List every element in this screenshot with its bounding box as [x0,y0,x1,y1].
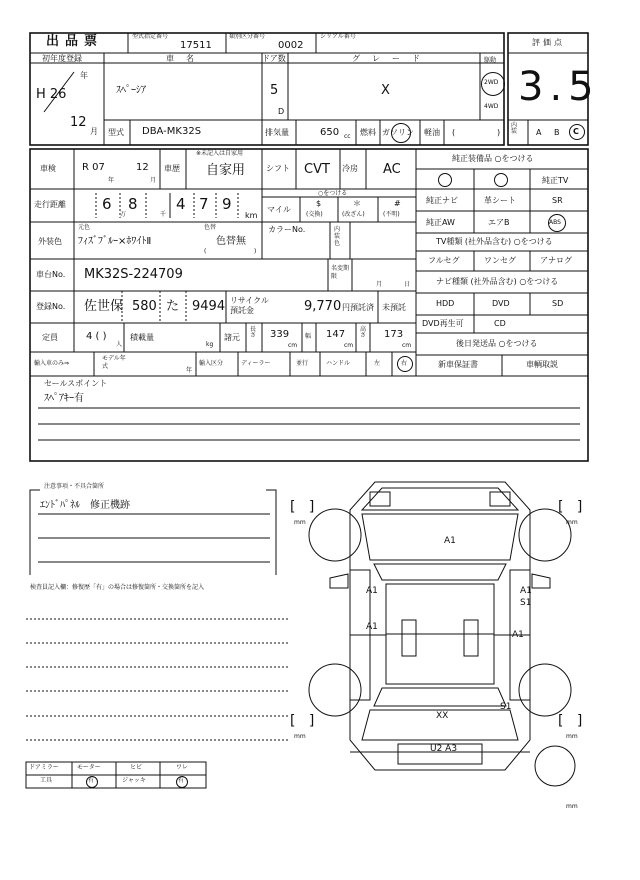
sym-hash: # [394,199,401,208]
mm-rr: mm [566,733,578,740]
mileage-digit-5: 9 [222,195,232,213]
dvd: DVD [492,299,510,308]
notes-label: 注意事項・不具合箇所 [44,483,105,490]
color-no-label: カラーNo. [268,225,306,234]
tool-label: 工具 [40,777,53,784]
sales-points-value: ｽﾍﾟｱｷｰ有 [44,393,84,404]
mm-rl: mm [294,733,306,740]
inspection-month: 12 [136,162,149,173]
equip-title: 純正装備品 ○をつける [452,154,534,163]
leather-label: 革シート [484,196,516,205]
doors-label: ドア数 [262,54,286,63]
man-unit: 万 [120,211,127,218]
sd: SD [552,299,564,308]
full-seg: フルセグ [428,256,460,265]
interior-a: A [536,128,542,137]
mileage-digit-4: 7 [199,195,209,213]
damage-mark-rear-bumper: U2 A3 [430,744,458,754]
inspection-label: 車検 [40,164,56,173]
history-note: ※未記入は自家用 [196,150,244,157]
fuel-value: ガソリン [382,128,414,137]
crack-label: ヒビ [130,764,143,771]
equip-icon-1 [438,173,452,187]
inspector-label: 検査員記入欄：修復歴「有」の場合は修復箇所・交換箇所を記入 [30,584,205,591]
manual: 車輌取説 [526,360,558,369]
cd: CD [494,319,506,328]
kg-unit: kg [206,341,214,348]
bracket-rr: [ ] [558,713,583,729]
year-unit: 年 [80,71,88,80]
orig-color-label: 元色 [78,224,91,231]
first-reg-label: 初年度登録 [42,54,82,63]
inspection-month-unit: 月 [150,177,157,184]
altered-label: (改ざん) [342,211,365,218]
length-unit: cm [288,342,298,349]
class-number: 0002 [278,40,304,51]
title-month: 月 [376,281,383,288]
recycle-label: リサイクル預託金 [230,296,269,315]
model-year-label: モデル年式 [102,355,126,370]
damage-mark-trunk: XX [436,711,449,721]
sheet-title: 出品票 [46,34,104,49]
name-label: 車 名 [166,54,196,63]
height-label: 高さ [360,326,367,339]
capacity-label: 定員 [42,333,58,342]
shift-value: CVT [304,162,330,177]
cert-label: 型式指定番号 [132,33,169,40]
width-unit: cm [344,342,354,349]
serial-label: シリアル番号 [320,33,356,40]
mm-fl: mm [294,519,306,526]
reg-class: 580 [132,299,157,314]
model-year-unit: 年 [186,367,193,374]
circle-note: ○をつける [318,190,348,197]
jack-label: ジャッキ [122,777,146,784]
recycle-amount: 9,770 [304,299,342,314]
doors-value: 5 [270,83,279,98]
bracket-fr: [ ] [558,499,583,515]
damage-mark-left-front: A1 [366,586,378,596]
analog: アナログ [540,256,572,265]
cc-value: 650 [320,127,340,138]
interior-b: B [554,128,560,137]
mirror-label: ドアミラー [29,764,59,771]
car-name: ｽﾍﾟｰｼｱ [116,85,146,96]
color-change-label: 色替 [204,224,217,231]
airbag-label: エアB [488,218,510,227]
dims-label: 諸元 [224,333,240,342]
month-unit: 月 [90,127,98,136]
reg-number: 9494 [192,299,226,314]
bracket-rl: [ ] [290,713,315,729]
tv-title: TV種類 (社外品含む) ○をつける [436,237,553,246]
height-value: 173 [384,329,404,340]
notes-text: ｴﾝﾄﾞﾊﾟﾈﾙ 修正機跡 [40,500,130,511]
class-label: 類別区分番号 [229,33,266,40]
chassis-value: MK32S-224709 [84,267,183,282]
capacity-value: 4 ( ) [86,331,107,342]
interior-color-label: 内装色 [334,226,341,248]
km-unit: km [245,211,258,220]
drive-label: 駆動 [484,57,497,64]
damage-mark-right-rear: A1 [512,630,524,640]
warranty: 新車保証書 [438,360,478,369]
score-label: 評価点 [532,38,565,47]
import-only-label: 輸入車のみ⇒ [34,360,70,367]
history-value: 自家用 [206,163,246,178]
mm-fr: mm [566,519,578,526]
later-title: 後日発送品 ○をつける [456,339,538,348]
oil-label: 軽油 [424,128,440,137]
motor-label: モーター [77,764,101,771]
length-label: 長さ [250,326,257,339]
damage-mark-left-rear: A1 [366,622,378,632]
reg-kana: た [166,299,180,314]
damage-mark-right-front-s: S1 [520,598,532,608]
load-label: 積載量 [130,333,154,342]
first-reg-year: H 26 [36,87,67,102]
height-unit: cm [402,342,412,349]
cc-label: 排気量 [265,128,289,137]
interior-label: 内装 [511,122,518,135]
grade-label: グ レ ー ド [352,54,422,63]
mileage-digit-1: 6 [102,195,112,213]
sym-dollar: $ [316,199,322,208]
break-label: ワレ [176,764,189,771]
chassis-label: 車台No. [36,270,66,279]
tv-label: 純正TV [542,176,569,185]
recycle-unit: 円預託済 [342,303,374,312]
width-value: 147 [326,329,346,340]
hdd: HDD [436,299,455,308]
oil-paren-close: ) [497,128,501,137]
equip-icon-2 [494,173,508,187]
aw-label: 純正AW [426,218,455,227]
recycle-status: 未預託 [382,303,406,312]
sym-star: ＊ [353,199,361,208]
tool-have: 有 [88,777,95,784]
damage-mark-right-front: A1 [520,586,532,596]
damage-mark-roof: A1 [444,536,456,546]
drive-2wd: 2WD [484,79,499,86]
abs-label: ABS [549,219,561,226]
color-label: 外装色 [38,237,62,246]
inspection-value: R 07 [82,162,105,173]
inspection-year-unit: 年 [108,177,115,184]
color-change-paren-close: ) [254,248,257,255]
mileage-digit-2: 8 [128,195,138,213]
unknown-label: (不明) [383,211,400,218]
first-reg-month: 12 [70,115,87,130]
nav-label: 純正ナビ [426,196,458,205]
width-label: 幅 [305,333,312,340]
title-day: 日 [404,281,411,288]
ac-label: 冷房 [342,164,358,173]
oil-paren: ( [452,128,456,137]
title-label: 名変期限 [331,265,350,280]
sr-label: SR [552,196,563,205]
damage-mark-rear-quarter: S1 [500,702,512,712]
length-value: 339 [270,329,290,340]
reg-place: 佐世保 [84,299,124,314]
navi-title: ナビ種類 (社外品含む) ○をつける [436,277,559,286]
model-value: DBA-MK32S [142,126,202,137]
sales-points-label: セールスポイント [44,379,108,388]
mileage-label: 走行距離 [34,200,66,209]
sen-unit: 千 [160,211,167,218]
import-type-label: 輸入区分 [199,360,224,367]
dealer-label: ディーラー [241,360,271,367]
grade-value: X [381,83,390,98]
door-type: D [278,107,285,116]
mileage-digit-3: 4 [176,195,186,213]
evaluation-score: 3.5 [518,64,600,110]
cc-unit: cc [344,133,351,140]
ac-value: AC [383,162,401,177]
shift-label: シフト [266,164,290,173]
right-label: 右 [401,360,408,367]
bracket-fl: [ ] [290,499,315,515]
person-unit: 人 [116,341,123,348]
fuel-label: 燃料 [360,128,376,137]
one-seg: ワンセグ [484,256,516,265]
color-change-value: 色替無 [216,236,246,247]
exchange-label: (交換) [306,211,323,218]
mm-spare: mm [566,803,578,810]
color-change-paren: ( [204,248,207,255]
reg-label: 登録No. [36,302,66,311]
interior-c: C [573,127,579,136]
cert-number: 17511 [180,40,212,51]
left-label: 左 [374,360,381,367]
jack-have: 有 [178,777,185,784]
dvd-play: DVD再生可 [422,319,464,328]
color-value: ﾌｨｽﾞﾌﾞﾙｰ×ﾎﾜｲﾄⅡ [78,236,152,247]
mile-label: マイル [267,205,291,214]
parallel-label: 並行 [296,360,309,367]
handle-label: ハンドル [326,360,351,367]
drive-4wd: 4WD [484,103,499,110]
model-label: 型式 [108,128,124,137]
history-label: 車歴 [164,164,180,173]
